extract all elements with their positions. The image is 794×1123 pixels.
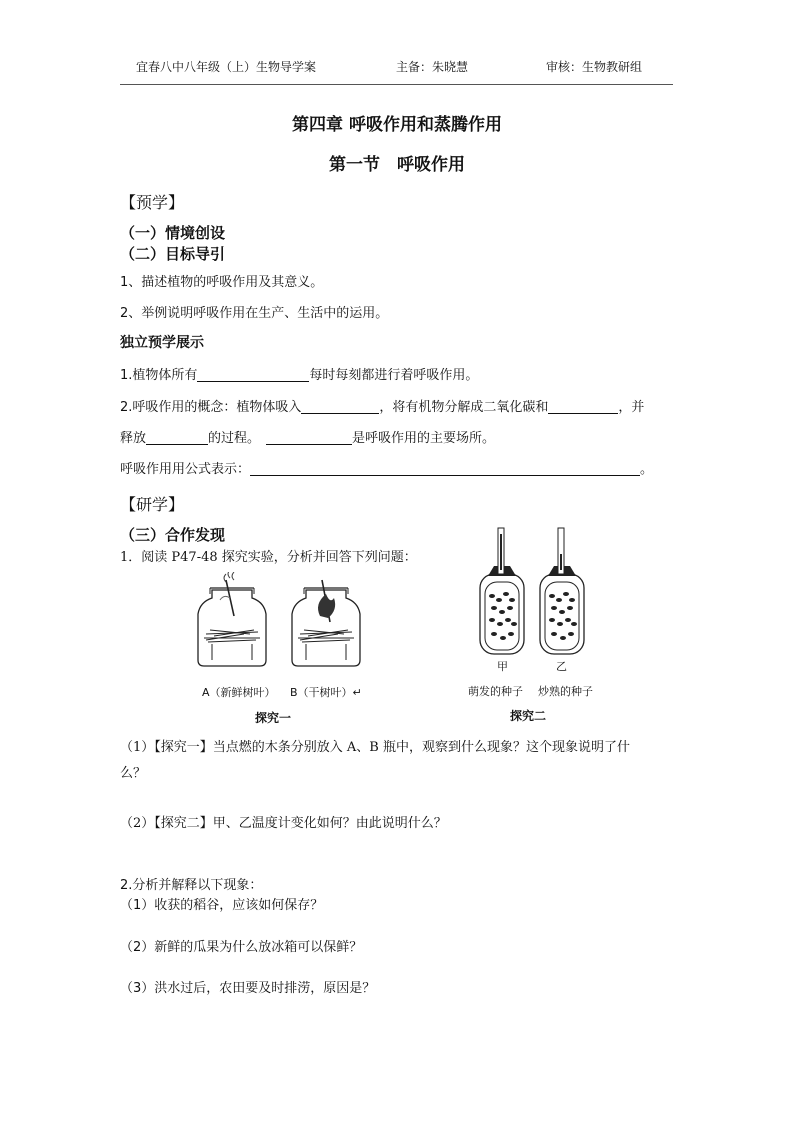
preview-heading: 【预学】 <box>120 193 185 212</box>
part-cooperation: （三）合作发现 <box>120 526 226 544</box>
figure-1-title: 探究一 <box>255 711 292 725</box>
q2-blank-4[interactable] <box>266 430 352 445</box>
q3-text-a: 呼吸作用用公式表示： <box>120 462 251 477</box>
jar-b-label: B（干树叶）↵ <box>290 686 362 699</box>
question-2-line2 <box>120 427 495 446</box>
part-goals: （二）目标导引 <box>120 245 226 263</box>
task-2-q2: （2）新鲜的瓜果为什么放冰箱可以保鲜？ <box>120 940 363 955</box>
caption-germinating-seeds: 萌发的种子 <box>468 685 523 698</box>
caption-roasted-seeds: 炒熟的种子 <box>538 685 593 698</box>
q3-text-b: 。 <box>640 462 654 477</box>
q2-blank-1[interactable] <box>301 399 379 414</box>
header-author: 主备：朱晓慧 <box>396 60 469 74</box>
explore-q1-line2: 么？ <box>120 766 147 781</box>
q1-text-a: 1.植物体所有 <box>120 368 198 383</box>
section-title: 第一节 呼吸作用 <box>329 155 465 175</box>
explore-q1-line1: （1）【探究一】当点燃的木条分别放入 A、B 瓶中，观察到什么现象？这个现象说明了什 <box>120 740 630 755</box>
part-scenario: （一）情境创设 <box>120 224 226 242</box>
q1-blank[interactable] <box>197 367 309 382</box>
header-reviewer: 审核：生物教研组 <box>546 60 643 74</box>
study-heading: 【研学】 <box>120 495 185 514</box>
thermos-yi-icon <box>540 528 584 654</box>
jar-a-label: A（新鲜树叶） <box>202 686 276 699</box>
question-2-line1 <box>120 396 644 415</box>
question-3 <box>120 458 653 477</box>
thermos-illustration <box>474 526 594 656</box>
thermos-jia-icon <box>480 528 524 654</box>
explore-q2: （2）【探究二】甲、乙温度计变化如何？由此说明什么？ <box>120 816 447 831</box>
header-divider <box>120 84 673 85</box>
task-1: 1．阅读 P47-48 探究实验，分析并回答下列问题： <box>120 550 417 565</box>
q1-text-b: 每时每刻都进行着呼吸作用。 <box>309 368 479 383</box>
figure-2-title: 探究二 <box>510 709 547 723</box>
header-school: 宜春八中八年级（上）生物导学案 <box>136 60 317 74</box>
question-1 <box>120 364 478 383</box>
q2-text-a: 2.呼吸作用的概念：植物体吸入 <box>120 400 302 415</box>
q2-text-c: ，并 <box>618 400 645 415</box>
q2-blank-2[interactable] <box>548 399 618 414</box>
task-2-q1: （1）收获的稻谷，应该如何保存？ <box>120 898 324 913</box>
label-jia: 甲 <box>497 660 508 673</box>
jar-b-icon <box>292 580 360 666</box>
q3-blank[interactable] <box>250 461 640 476</box>
goal-2: 2、举例说明呼吸作用在生产、生活中的运用。 <box>120 306 389 321</box>
q2-text-f: 是呼吸作用的主要场所。 <box>352 431 496 446</box>
jars-illustration <box>190 572 370 672</box>
jar-a-icon <box>198 572 266 666</box>
label-yi: 乙 <box>556 660 567 673</box>
q2-text-e: 的过程。 <box>208 431 261 446</box>
q2-text-d: 释放 <box>120 431 147 446</box>
task-2-q3: （3）洪水过后，农田要及时排涝，原因是？ <box>120 981 376 996</box>
self-study-heading: 独立预学展示 <box>120 335 204 351</box>
q2-text-b: ，将有机物分解成二氧化碳和 <box>379 400 549 415</box>
q2-blank-3[interactable] <box>146 430 208 445</box>
task-2: 2.分析并解释以下现象： <box>120 878 263 893</box>
goal-1: 1、描述植物的呼吸作用及其意义。 <box>120 275 324 290</box>
chapter-title: 第四章 呼吸作用和蒸腾作用 <box>292 115 502 135</box>
